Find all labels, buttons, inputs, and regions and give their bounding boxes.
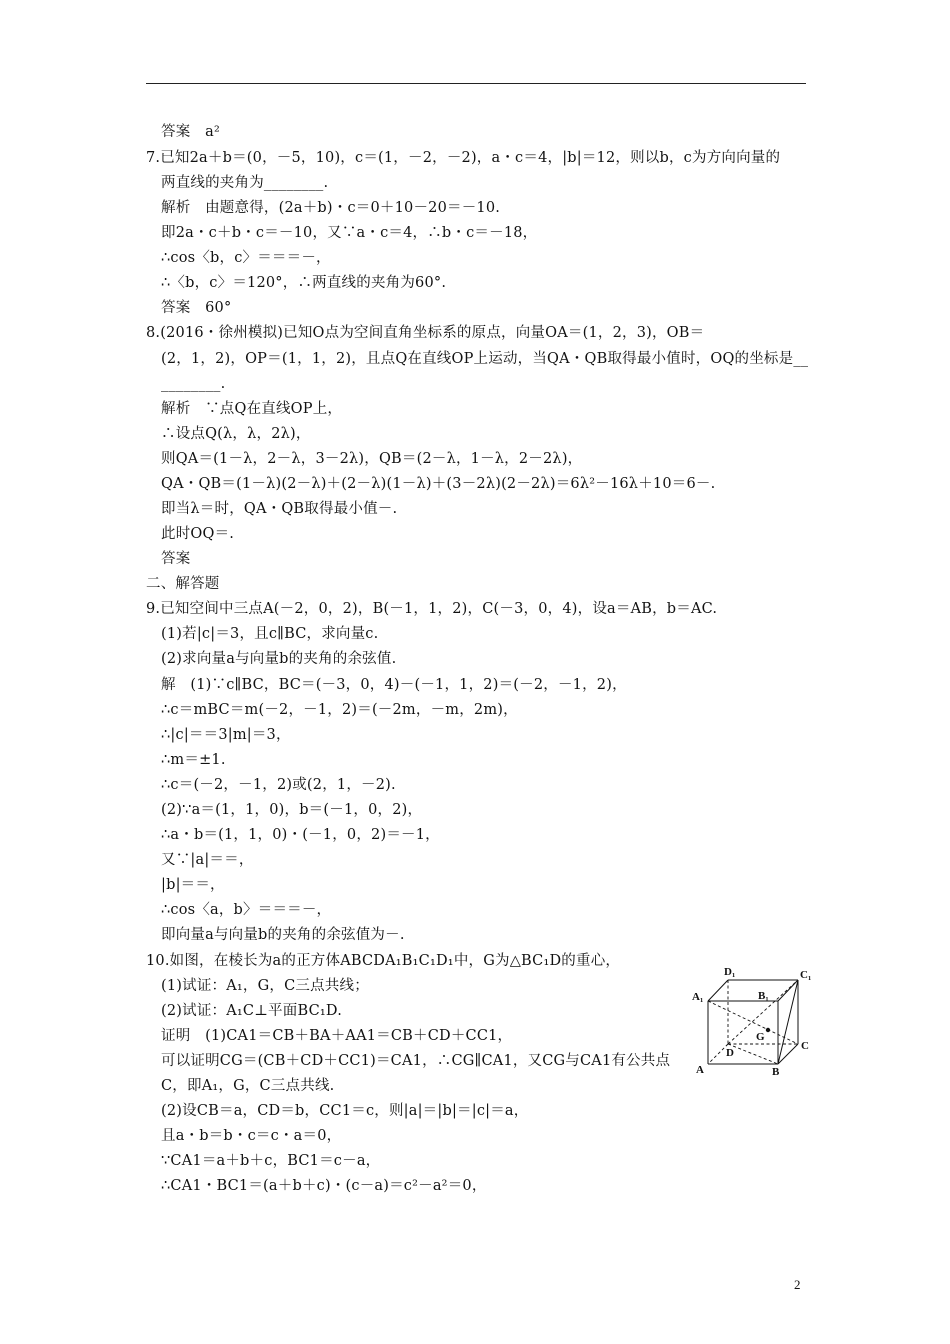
text-line: 解 (1)∵c∥BC，BC＝(－3，0，4)－(－1，1，2)＝(－2，－1，2)， bbox=[161, 677, 627, 693]
text-line: (2)设CB＝a，CD＝b，CC1＝c，则|a|＝|b|＝|c|＝a， bbox=[161, 1103, 529, 1119]
text-line: ∴CA1・BC1＝(a＋b＋c)・(c－a)＝c²－a²＝0， bbox=[161, 1178, 487, 1194]
text-line: ∴设点Q(λ，λ，2λ)， bbox=[161, 426, 311, 442]
label-B1: B₁ bbox=[758, 990, 769, 1002]
cube-figure bbox=[692, 964, 816, 1076]
text-line: 二、解答题 bbox=[146, 576, 220, 592]
text-line: 两直线的夹角为________. bbox=[161, 175, 329, 191]
label-C1: C₁ bbox=[800, 969, 812, 981]
text-line: ∴cos〈a，b〉＝＝＝－， bbox=[161, 902, 332, 918]
text-line: 10.如图，在棱长为a的正方体ABCDA₁B₁C₁D₁中，G为△BC₁D的重心， bbox=[146, 953, 621, 969]
header-rule bbox=[146, 83, 806, 84]
label-D1: D₁ bbox=[724, 966, 736, 978]
text-line: 此时OQ＝. bbox=[161, 526, 235, 542]
text-line: ∴a・b＝(1，1，0)・(－1，0，2)＝－1， bbox=[161, 827, 440, 843]
text-line: 7.已知2a＋b＝(0，－5，10)，c＝(1，－2，－2)，a・c＝4，|b|＝12，则以b，c为方向向量的 bbox=[146, 150, 781, 166]
text-line: (2)试证：A₁C⊥平面BC₁D. bbox=[161, 1003, 343, 1019]
text-line: 且a・b＝b・c＝c・a＝0， bbox=[161, 1128, 342, 1144]
text-line: (2，1，2)，OP＝(1，1，2)，且点Q在直线OP上运动，当QA・QB取得最小值时，OQ的坐标是__ bbox=[161, 351, 809, 367]
label-B: B bbox=[772, 1066, 780, 1076]
text-line: 即向量a与向量b的夹角的余弦值为－. bbox=[161, 927, 405, 943]
label-G: G bbox=[756, 1031, 765, 1043]
text-line: ________. bbox=[161, 376, 226, 392]
text-line: 可以证明CG＝(CB＋CD＋CC1)＝CA1，∴CG∥CA1，又CG与CA1有公共点 bbox=[161, 1053, 671, 1069]
text-line: ∵CA1＝a＋b＋c，BC1＝c－a， bbox=[161, 1153, 381, 1169]
label-C: C bbox=[801, 1040, 809, 1052]
text-line: |b|＝＝， bbox=[161, 877, 225, 893]
text-line: ∴cos〈b，c〉＝＝＝－， bbox=[161, 250, 331, 266]
label-A: A bbox=[696, 1064, 704, 1076]
text-line: 答案 60° bbox=[161, 300, 232, 316]
text-line: 即2a・c＋b・c＝－10，又∵a・c＝4，∴b・c＝－18， bbox=[161, 225, 538, 241]
text-line: (1)试证：A₁，G，C三点共线； bbox=[161, 978, 369, 994]
text-line: ∴m＝±1. bbox=[161, 752, 226, 768]
text-line: ∴c＝mBC＝m(－2，－1，2)＝(－2m，－m，2m)， bbox=[161, 702, 518, 718]
text-line: 答案 bbox=[161, 551, 191, 567]
text-line: 即当λ＝时，QA・QB取得最小值－. bbox=[161, 501, 398, 517]
text-line: ∴|c|＝＝3|m|＝3， bbox=[161, 727, 291, 743]
label-A1: A₁ bbox=[692, 991, 704, 1003]
text-line: 8.(2016・徐州模拟)已知O点为空间直角坐标系的原点，向量OA＝(1，2，3)，OB＝ bbox=[146, 325, 705, 341]
text-line: 证明 (1)CA1＝CB＋BA＋AA1＝CB＋CD＋CC1， bbox=[161, 1028, 513, 1044]
text-line: 解析 由题意得，(2a＋b)・c＝0＋10－20＝－10. bbox=[161, 200, 501, 216]
centroid-point bbox=[766, 1028, 770, 1032]
text-line: 则QA＝(1－λ，2－λ，3－2λ)，QB＝(2－λ，1－λ，2－2λ)， bbox=[161, 451, 583, 467]
text-line: (2)求向量a与向量b的夹角的余弦值. bbox=[161, 651, 397, 667]
page-number: 2 bbox=[794, 1277, 801, 1292]
text-line: C，即A₁，G，C三点共线. bbox=[161, 1078, 335, 1094]
text-line: (2)∵a＝(1，1，0)，b＝(－1，0，2)， bbox=[161, 802, 423, 818]
text-line: ∴〈b，c〉＝120°，∴两直线的夹角为60°. bbox=[161, 275, 447, 291]
text-line: ∴c＝(－2，－1，2)或(2，1，－2). bbox=[161, 777, 396, 793]
text-line: (1)若|c|＝3，且c∥BC，求向量c. bbox=[161, 626, 379, 642]
text-line: 答案 a² bbox=[161, 124, 220, 140]
label-D: D bbox=[726, 1047, 734, 1059]
text-line: 又∵|a|＝＝， bbox=[161, 852, 254, 868]
text-line: 9.已知空间中三点A(－2，0，2)，B(－1，1，2)，C(－3，0，4)，设a＝AB，b＝AC. bbox=[146, 601, 718, 617]
text-line: 解析 ∵点Q在直线OP上， bbox=[161, 401, 343, 417]
text-line: QA・QB＝(1－λ)(2－λ)＋(2－λ)(1－λ)＋(3－2λ)(2－2λ)＝6λ²－16λ＋10＝6－. bbox=[161, 476, 716, 492]
